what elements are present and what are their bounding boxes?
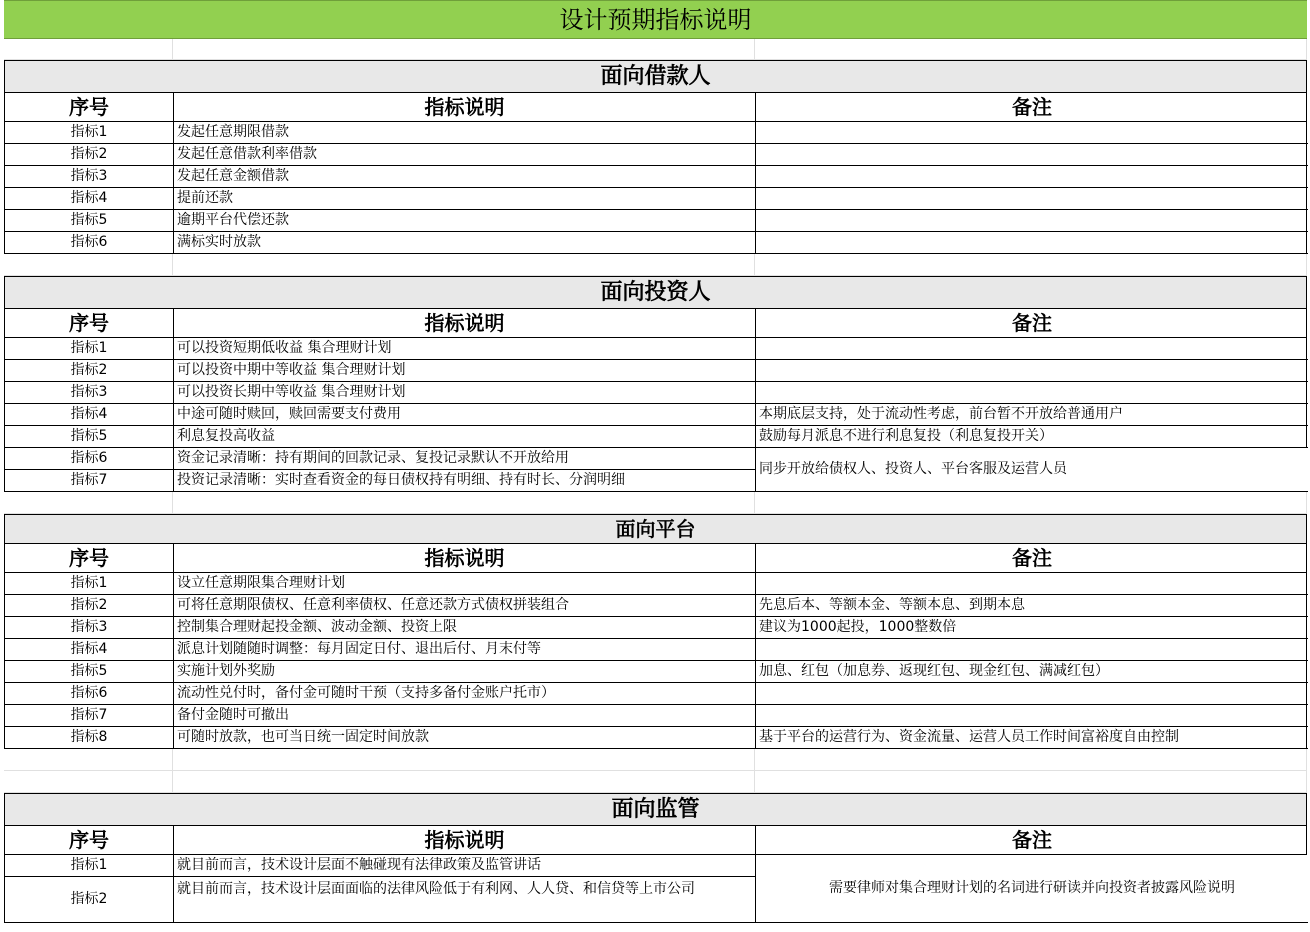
desc-cell[interactable]: 流动性兑付时，备付金可随时干预（支持多备付金账户托市）: [174, 683, 756, 705]
seq-cell[interactable]: 指标4: [5, 639, 174, 661]
seq-cell[interactable]: 指标7: [5, 705, 174, 727]
column-header-row: [4, 544, 1307, 573]
blank-cell[interactable]: [4, 771, 173, 793]
desc-cell[interactable]: 逾期平台代偿还款: [174, 210, 756, 232]
table-row: [5, 382, 1308, 404]
desc-cell[interactable]: 可随时放款，也可当日统一固定时间放款: [174, 727, 756, 749]
desc-cell[interactable]: 就目前而言，技术设计层面不触碰现有法律政策及监管讲话: [174, 855, 756, 877]
section-heading-regulation: 面向监管: [4, 793, 1307, 826]
desc-cell[interactable]: 就目前而言，技术设计层面面临的法律风险低于有利网、人人贷、和信贷等上市公司: [174, 877, 756, 923]
section-heading-platform: 面向平台: [4, 514, 1307, 544]
note-cell[interactable]: [756, 188, 1308, 210]
sheet-title: 设计预期指标说明: [4, 0, 1307, 39]
merged-note-cell[interactable]: 同步开放给债权人、投资人、平台客服及运营人员: [756, 448, 1308, 492]
table-row: [5, 727, 1308, 749]
note-cell[interactable]: [756, 705, 1308, 727]
header-desc[interactable]: 指标说明: [174, 826, 756, 854]
table-row: [5, 426, 1308, 448]
seq-cell[interactable]: 指标2: [5, 360, 174, 382]
table-row: [5, 360, 1308, 382]
column-header-row: [4, 93, 1307, 122]
note-cell[interactable]: [756, 338, 1308, 360]
borrower-table: [4, 122, 1307, 254]
header-seq[interactable]: 序号: [5, 309, 174, 337]
seq-cell[interactable]: 指标6: [5, 448, 174, 470]
desc-cell[interactable]: 可以投资中期中等收益 集合理财计划: [174, 360, 756, 382]
seq-cell[interactable]: 指标5: [5, 210, 174, 232]
blank-cell[interactable]: [755, 492, 1307, 514]
desc-cell[interactable]: 发起任意金额借款: [174, 166, 756, 188]
desc-cell[interactable]: 可将任意期限债权、任意利率债权、任意还款方式债权拼装组合: [174, 595, 756, 617]
blank-cell[interactable]: [4, 39, 173, 60]
desc-cell[interactable]: 发起任意期限借款: [174, 122, 756, 144]
blank-row: [4, 39, 1307, 60]
table-row: [5, 595, 1308, 617]
desc-cell[interactable]: 可以投资短期低收益 集合理财计划: [174, 338, 756, 360]
seq-cell[interactable]: 指标6: [5, 683, 174, 705]
note-cell[interactable]: 鼓励每月派息不进行利息复投（利息复投开关）: [756, 426, 1308, 448]
header-desc[interactable]: 指标说明: [174, 309, 756, 337]
seq-cell[interactable]: 指标1: [5, 122, 174, 144]
desc-cell[interactable]: 资金记录清晰：持有期间的回款记录、复投记录默认不开放给用: [174, 448, 756, 470]
desc-cell[interactable]: 备付金随时可撤出: [174, 705, 756, 727]
note-cell[interactable]: [756, 144, 1308, 166]
blank-cell[interactable]: [4, 749, 173, 771]
header-note[interactable]: 备注: [1012, 828, 1052, 852]
header-desc[interactable]: 指标说明: [174, 93, 756, 121]
note-cell[interactable]: 先息后本、等额本金、等额本息、到期本息: [756, 595, 1308, 617]
table-row: [5, 683, 1308, 705]
blank-cell[interactable]: [173, 749, 755, 771]
seq-cell[interactable]: 指标6: [5, 232, 174, 254]
table-row: [5, 188, 1308, 210]
note-cell[interactable]: [756, 573, 1308, 595]
section-heading-borrower: 面向借款人: [4, 60, 1307, 93]
seq-cell[interactable]: 指标3: [5, 617, 174, 639]
table-row: [5, 573, 1308, 595]
blank-cell[interactable]: [173, 39, 755, 60]
blank-cell[interactable]: [755, 39, 1307, 60]
seq-cell[interactable]: 指标2: [5, 144, 174, 166]
seq-cell[interactable]: 指标3: [5, 166, 174, 188]
seq-cell[interactable]: 指标4: [5, 404, 174, 426]
desc-cell[interactable]: 提前还款: [174, 188, 756, 210]
desc-cell[interactable]: 设立任意期限集合理财计划: [174, 573, 756, 595]
table-row: [5, 639, 1308, 661]
blank-row: [4, 254, 1307, 276]
desc-cell[interactable]: 发起任意借款利率借款: [174, 144, 756, 166]
section-heading-investor: 面向投资人: [4, 276, 1307, 309]
note-cell[interactable]: [756, 232, 1308, 254]
desc-cell[interactable]: 可以投资长期中等收益 集合理财计划: [174, 382, 756, 404]
note-cell[interactable]: 基于平台的运营行为、资金流量、运营人员工作时间富裕度自由控制: [756, 727, 1308, 749]
seq-cell[interactable]: 指标1: [5, 338, 174, 360]
header-note[interactable]: 备注: [1012, 95, 1052, 119]
note-cell[interactable]: [756, 166, 1308, 188]
note-cell[interactable]: [756, 122, 1308, 144]
blank-cell[interactable]: [755, 771, 1307, 793]
note-cell[interactable]: [756, 210, 1308, 232]
blank-cell[interactable]: [755, 254, 1307, 276]
note-cell[interactable]: [756, 683, 1308, 705]
header-seq[interactable]: 序号: [5, 826, 174, 854]
note-cell[interactable]: 加息、红包（加息券、返现红包、现金红包、满减红包）: [756, 661, 1308, 683]
desc-cell[interactable]: 投资记录清晰：实时查看资金的每日债权持有明细、持有时长、分润明细: [174, 470, 756, 492]
desc-cell[interactable]: 中途可随时赎回，赎回需要支付费用: [174, 404, 756, 426]
table-row: [5, 338, 1308, 360]
table-row: [5, 404, 1308, 426]
blank-cell[interactable]: [173, 492, 755, 514]
blank-cell[interactable]: [4, 492, 173, 514]
table-row: [5, 122, 1308, 144]
blank-cell[interactable]: [755, 749, 1307, 771]
seq-cell[interactable]: 指标1: [5, 855, 174, 877]
seq-cell[interactable]: 指标5: [5, 426, 174, 448]
seq-cell[interactable]: 指标3: [5, 382, 174, 404]
header-note[interactable]: 备注: [1012, 311, 1052, 335]
blank-row: [4, 749, 1307, 771]
table-row: [5, 166, 1308, 188]
seq-cell[interactable]: 指标8: [5, 727, 174, 749]
note-cell[interactable]: 本期底层支持，处于流动性考虑，前台暂不开放给普通用户: [756, 404, 1308, 426]
spreadsheet: [4, 0, 1307, 923]
seq-cell[interactable]: 指标1: [5, 573, 174, 595]
table-row: [5, 661, 1308, 683]
blank-row: [4, 492, 1307, 514]
seq-cell[interactable]: 指标5: [5, 661, 174, 683]
seq-cell[interactable]: 指标2: [5, 595, 174, 617]
table-row: [5, 232, 1308, 254]
desc-cell[interactable]: 利息复投高收益: [174, 426, 756, 448]
header-seq[interactable]: 序号: [5, 93, 174, 121]
platform-table: [4, 573, 1307, 749]
blank-cell[interactable]: [173, 771, 755, 793]
header-note[interactable]: 备注: [1012, 546, 1052, 570]
desc-cell[interactable]: 实施计划外奖励: [174, 661, 756, 683]
note-cell[interactable]: [756, 382, 1308, 404]
desc-cell[interactable]: 控制集合理财起投金额、波动金额、投资上限: [174, 617, 756, 639]
header-desc[interactable]: 指标说明: [174, 544, 756, 572]
blank-row: [4, 771, 1307, 793]
table-row: [5, 210, 1308, 232]
column-header-row: [4, 826, 1307, 855]
regulation-table: [4, 855, 1307, 923]
column-header-row: [4, 309, 1307, 338]
table-row: [5, 144, 1308, 166]
seq-cell[interactable]: 指标4: [5, 188, 174, 210]
note-cell[interactable]: 建议为1000起投，1000整数倍: [756, 617, 1308, 639]
desc-cell[interactable]: 满标实时放款: [174, 232, 756, 254]
note-cell[interactable]: [756, 360, 1308, 382]
seq-cell[interactable]: 指标7: [5, 470, 174, 492]
table-row: [5, 705, 1308, 727]
blank-cell[interactable]: [173, 254, 755, 276]
desc-cell[interactable]: 派息计划随随时调整：每月固定日付、退出后付、月末付等: [174, 639, 756, 661]
seq-cell[interactable]: 指标2: [5, 877, 174, 923]
merged-note-cell[interactable]: 需要律师对集合理财计划的名词进行研读并向投资者披露风险说明: [756, 855, 1308, 923]
header-seq[interactable]: 序号: [5, 544, 174, 572]
note-cell[interactable]: [756, 639, 1308, 661]
blank-cell[interactable]: [4, 254, 173, 276]
investor-table: [4, 338, 1307, 492]
table-row: [5, 617, 1308, 639]
